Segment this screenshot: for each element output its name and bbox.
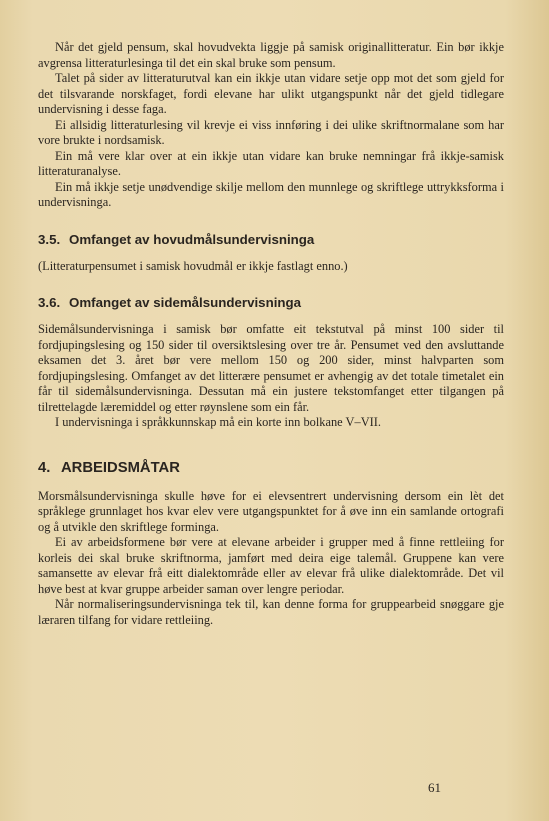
section-4-paragraph-3: Når normaliseringsundervisninga tek til, kan denne forma for gruppearbeid snøggare gje læraren tilfang for vidare rettleiing.: [38, 597, 504, 627]
section-4-paragraph-1: Morsmålsundervisninga skulle høve for ei elevsentrert undervisning dersom ein lèt det språklege grunnlaget hos kvar elev vere utgangspunktet for å øve inn ein samlande ortografi og å utvikle den skriftlege forminga.: [38, 488, 504, 534]
page-number: 61: [428, 780, 441, 795]
intro-paragraph-4: Ein må vere klar over at ein ikkje utan vidare kan bruke nemningar frå ikkje-samisk litteraturanalyse.: [38, 148, 504, 178]
section-3-5-number: 3.5.: [38, 231, 61, 247]
section-3-6-paragraph-2: I undervisninga i språkkunnskap må ein korte inn bolkane V–VII.: [55, 415, 381, 429]
section-4-title: ARBEIDSMÅTAR: [61, 459, 180, 476]
intro-paragraph-3: Ei allsidig litteraturlesing vil krevje ei viss innføring i dei ulike skriftnormalane som har vore brukte i nordsamisk.: [38, 117, 504, 147]
intro-paragraph-5: Ein må ikkje setje unødvendige skilje mellom den munnlege og skriftlege uttrykksforma i undervisninga.: [38, 179, 504, 209]
section-3-6-heading: [38, 295, 504, 311]
section-3-5-paragraph-1: (Litteraturpensumet i samisk hovudmål er ikkje fastlagt enno.): [38, 258, 348, 273]
section-3-6-paragraph-1: Sidemålsundervisninga i samisk bør omfatte eit tekstutval på minst 100 sider til fordjupingslesing og 150 sider til oversiktslesing over tre år. Pensumet ved den avsluttande eksamen det 3. året bør vere mellom 150 og 200 sider, minst halvparten som fordjupingslesing. Omfanget av det litterære pensumet er avhengig av det totale timetalet ein får til sidemålsundervisninga. Dessutan må ein justere tekstomfanget etter tilgangen på tilrettelagde læremiddel og etter røynslene som ein får.: [38, 322, 504, 414]
intro-paragraph-2: Talet på sider av litteraturutval kan ein ikkje utan vidare setje opp mot det som gjeld for det tilsvarande norskfaget, fordi elevane har ulikt utgangspunkt når det gjeld tidlegare undervisning i desse faga.: [38, 71, 504, 116]
section-3-6-number: 3.6.: [38, 295, 61, 310]
section-3-6-title: Omfanget av sidemålsundervisninga: [69, 295, 302, 310]
section-4-paragraph-2: Ei av arbeidsformene bør vere at elevane arbeider i grupper med å finne rettleiing for korleis dei skal bruke skriftnorma, jamført med deira eige talemål. Gruppene kan vere samansette av elevar frå eitt dialektområde eller av elevar frå ulike dialektområde. Det vil høve best at kvar gruppe arbeider saman over lengre periodar.: [38, 535, 504, 596]
section-3-5-title: Omfanget av hovudmålsundervisninga: [69, 231, 315, 247]
section-4-number: 4.: [38, 459, 51, 476]
page-content: [38, 40, 504, 628]
section-3-5-heading: [38, 232, 504, 248]
intro-paragraph-1: Når det gjeld pensum, skal hovudvekta liggje på samisk originallitteratur. Ein bør ikkje avgrensa litteraturlesinga til det ein skal bruke som pensum.: [38, 40, 504, 70]
section-4-heading: [38, 459, 504, 477]
